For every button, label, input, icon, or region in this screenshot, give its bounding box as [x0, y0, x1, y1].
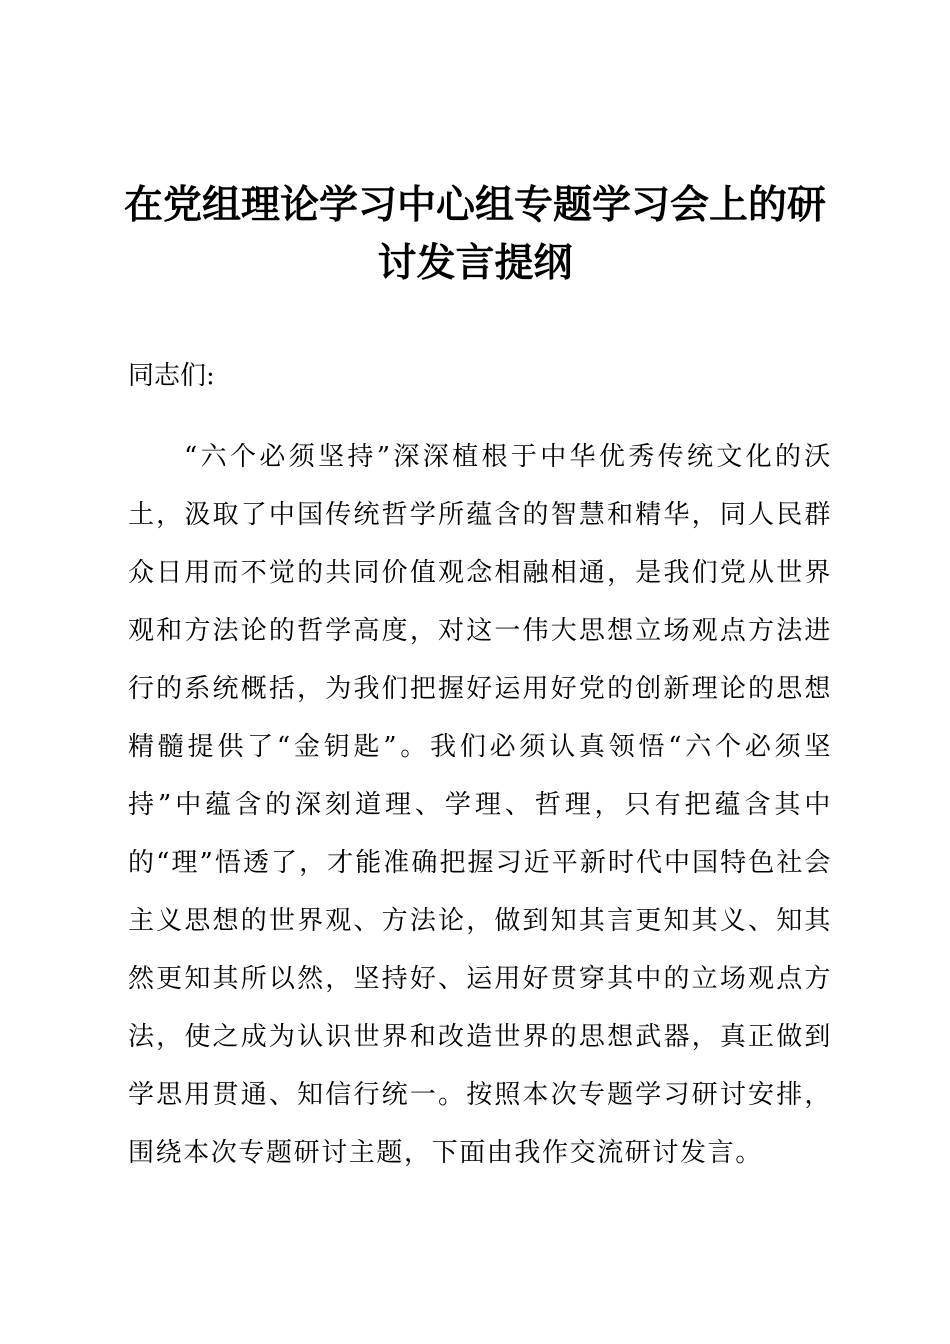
body-paragraph: “六个必须坚持”深深植根于中华优秀传统文化的沃土，汲取了中国传统哲学所蕴含的智慧和精华，同人民群众日用而不觉的共同价值观念相融相通，是我们党从世界观和方法论的哲学高度，对这一伟大思想立场观点方法进行的系统概括，为我们把握好运用好党的创新理论的思想精髓提供了“金钥匙”。我们必须认真领悟“六个必须坚持”中蕴含的深刻道理、学理、哲理，只有把蕴含其中的“理”悟透了，才能准确把握习近平新时代中国特色社会主义思想的世界观、方法论，做到知其言更知其义、知其然更知其所以然，坚持好、运用好贯穿其中的立场观点方法，使之成为认识世界和改造世界的思想武器，真正做到学思用贯通、知信行统一。按照本次专题学习研讨安排，围绕本次专题研讨主题，下面由我作交流研讨发言。 — [128, 442, 832, 1168]
salutation: 同志们: — [128, 361, 215, 391]
document-title: 在党组理论学习中心组专题学习会上的研讨发言提纲 — [123, 182, 826, 286]
